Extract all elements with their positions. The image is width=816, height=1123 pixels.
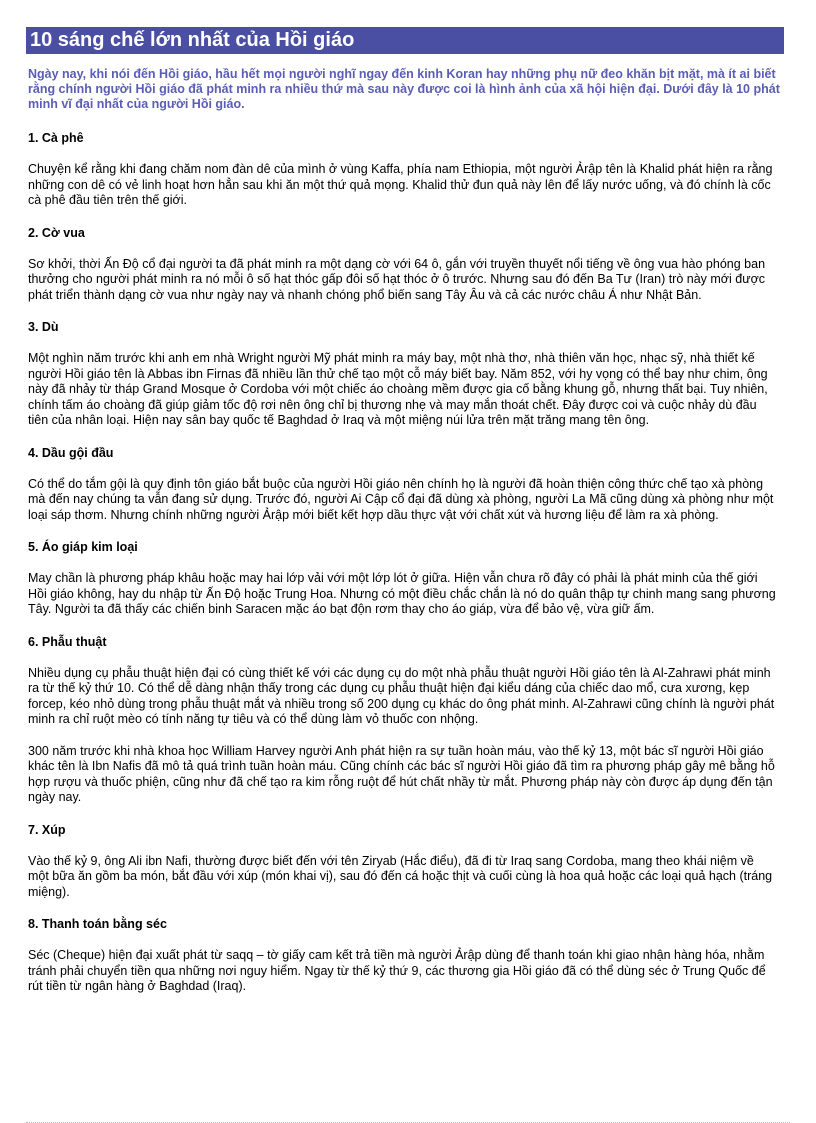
section-paragraph: Vào thế kỷ 9, ông Ali ibn Nafi, thường được biết đến với tên Ziryab (Hắc điểu), đã đi từ Iraq sang Cordoba, mang theo khái niệm về một bữa ăn gồm ba món, bắt đầu với xúp (món khai vị), sau đó đến cá hoặc thịt và cuối cùng là hoa quả hoặc các loại quả hạch (tráng miệng). — [28, 853, 773, 899]
section-shampoo — [26, 445, 784, 524]
section-armor — [26, 539, 784, 618]
section-heading: 3. Dù — [28, 320, 59, 334]
section-heading: 2. Cờ vua — [28, 225, 85, 240]
section-soup — [26, 822, 784, 901]
section-heading: 6. Phẫu thuật — [28, 634, 107, 649]
section-paragraph: Một nghìn năm trước khi anh em nhà Wright người Mỹ phát minh ra máy bay, một nhà thơ, nhà thiên văn học, nhạc sỹ, nhà thiết kế người Hồi giáo tên là Abbas ibn Firnas đã nhiều lần thử chế tạo một cỗ máy biết bay. Năm 852, với hy vọng có thể bay như chim, ông này đã nhảy từ tháp Grand Mosque ở Cordoba với một chiếc áo choàng mềm được gia cố bằng khung gỗ, nhưng thất bại. Tuy nhiên, chính tấm áo choàng đã giúp giảm tốc độ rơi nên ông chỉ bị thương nhẹ và may mắn thoát chết. Đây được coi và cuộc nhảy dù đầu tiên của nhân loại. Hiện nay sân bay quốc tế Baghdad ở Iraq và một miệng núi lửa trên mặt trăng mang tên ông. — [28, 351, 768, 427]
section-chess — [26, 225, 784, 304]
section-cheque — [26, 916, 784, 995]
section-paragraph: Nhiều dụng cụ phẫu thuật hiện đại có cùng thiết kế với các dụng cụ do một nhà phẫu thuật người Hồi giáo tên là Al-Zahrawi phát minh ra từ thế kỷ thứ 10. Có thể dễ dàng nhận thấy trong các dụng cụ phẫu thuật hiện đại kiểu dáng của chiếc dao mổ, cưa xương, kẹp forcep, kéo nhỏ dùng trong phẫu thuật mắt và nhiều trong số 200 dụng cụ khác do ông phát minh. Al-Zahrawi cũng chính là người phát minh ra chỉ ruột mèo có tính năng tự tiêu và có thể dùng làm vỏ thuốc con nhộng. — [28, 665, 775, 726]
article — [26, 27, 784, 995]
section-paragraph: Chuyện kể rằng khi đang chăm nom đàn dê của mình ở vùng Kaffa, phía nam Ethiopia, một người Ảrập tên là Khalid phát hiện ra rằng những con dê có vẻ linh hoạt hơn hẳn sau khi ăn một thứ quả mọng. Khalid thử đun quả này lên để lấy nước uống, và đó chính là cốc cà phê đầu tiên trên thế giới. — [28, 162, 773, 207]
section-paragraph: Sơ khởi, thời Ấn Độ cổ đại người ta đã phát minh ra một dạng cờ với 64 ô, gắn với truyền thuyết nổi tiếng về ông vua hào phóng ban thưởng cho người phát minh ra nó mỗi ô số hạt thóc gấp đôi số hạt thóc ở ô trước. Nhưng sau đó đến Ba Tư (Iran) trò này mới được phát triển thành dạng cờ vua như ngày nay và nhanh chóng phổ biến sang Tây Âu và cả các nước châu Á như Nhật Bản. — [28, 256, 766, 302]
section-heading: 1. Cà phê — [28, 131, 84, 145]
title-bar — [26, 27, 784, 54]
section-heading: 4. Dầu gội đầu — [28, 445, 114, 460]
section-paragraph: May chần là phương pháp khâu hoặc may hai lớp vải với một lớp lót ở giữa. Hiện vẫn chưa rõ đây có phải là phát minh của thế giới Hồi giáo không, hay du nhập từ Ấn Độ hoặc Trung Hoa. Nhưng có một điều chắc chắn là nó do quân thập tự chinh mang sang phương Tây. Người ta đã thấy các chiến binh Saracen mặc áo bạt độn rơm thay cho áo giáp, vừa để bảo vệ, vừa giữ ấm. — [28, 571, 776, 616]
section-heading: 7. Xúp — [28, 822, 66, 837]
section-paragraph: Có thể do tắm gội là quy định tôn giáo bắt buộc của người Hồi giáo nên chính họ là người đã hoàn thiện công thức chế tạo xà phòng mà đến nay chúng ta vẫn đang sử dụng. Trước đó, người Ai Cập cổ đại đã dùng xà phòng, người La Mã cũng dùng xà phòng như một loại sáp thơm. Nhưng chính những người Ảrập mới biết kết hợp dầu thực vật với chất xút và hương liệu để làm ra xà phòng. — [28, 476, 774, 522]
section-parachute — [26, 319, 784, 429]
section-heading: 8. Thanh toán bằng séc — [28, 917, 167, 931]
section-surgery — [26, 634, 784, 806]
intro-paragraph: Ngày nay, khi nói đến Hồi giáo, hầu hết mọi người nghĩ ngay đến kinh Koran hay những phụ nữ đeo khăn bịt mặt, mà ít ai biết rằng chính người Hồi giáo đã phát minh ra nhiều thứ mà sau này được coi là hình ảnh của xã hội hiện đại. Dưới đây là 10 phát minh vĩ đại nhất của người Hồi giáo. — [28, 67, 780, 111]
section-heading: 5. Áo giáp kim loại — [28, 540, 138, 554]
page-title: 10 sáng chế lớn nhất của Hồi giáo — [30, 29, 355, 51]
section-paragraph: 300 năm trước khi nhà khoa học William Harvey người Anh phát hiện ra sự tuần hoàn máu, vào thế kỷ 13, một bác sĩ người Hồi giáo khác tên là Ibn Nafis đã mô tả quá trình tuần hoàn máu. Cũng chính các bác sĩ người Hồi giáo đã tìm ra phương pháp gây mê bằng hỗ hợp rượu và thuốc phiện, cũng như đã chế tạo ra kim rỗng ruột để hút chất nhầy từ mắt. Phương pháp này còn được áp dụng đến tận ngày nay. — [28, 743, 775, 804]
section-coffee — [26, 130, 784, 209]
section-paragraph: Séc (Cheque) hiện đại xuất phát từ saqq – tờ giấy cam kết trả tiền mà người Ảrập dùng để thanh toán khi giao nhận hàng hóa, nhằm tránh phải chuyển tiền qua những nơi nguy hiểm. Ngay từ thế kỷ thứ 9, các thương gia Hồi giáo đã có thể dùng séc ở Trung Quốc để rút tiền từ ngân hàng ở Baghdad (Iraq). — [28, 948, 766, 993]
